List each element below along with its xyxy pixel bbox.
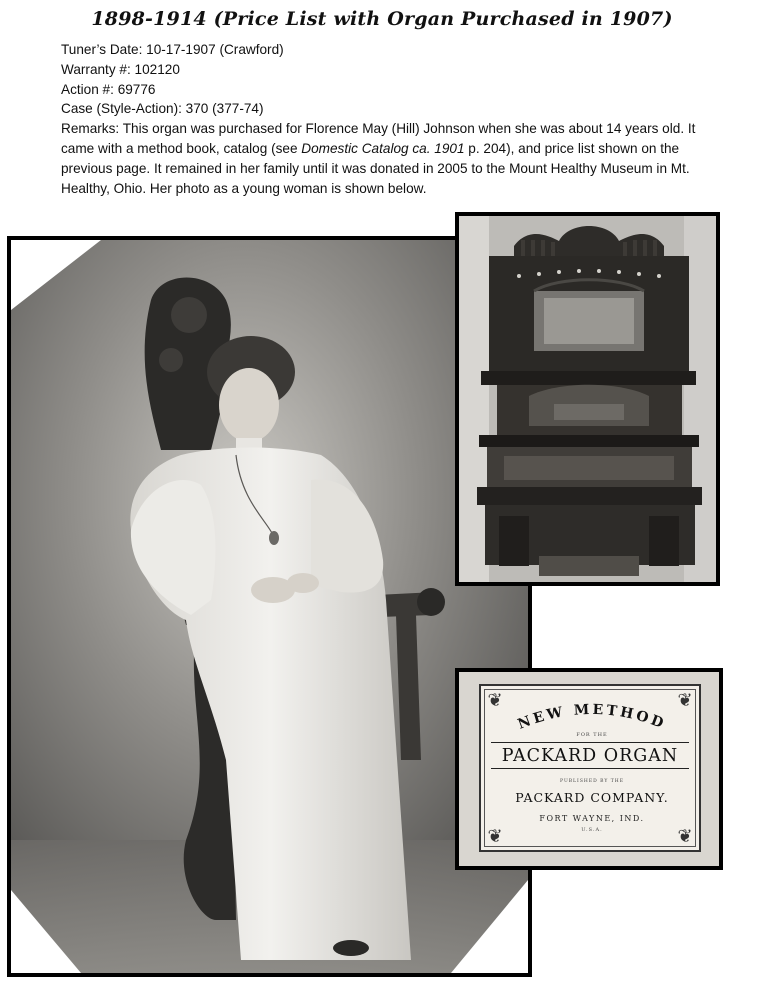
warranty-line: [61, 60, 701, 80]
cover-company: PACKARD COMPANY.: [515, 790, 669, 805]
portrait-photo: [7, 236, 532, 977]
portrait-image: [11, 240, 528, 973]
cover-country: U.S.A.: [581, 827, 603, 833]
cover-city: FORT WAYNE, IND.: [539, 814, 645, 823]
organ-photo: [455, 212, 720, 586]
action-value: 69776: [117, 81, 156, 97]
cover-main-title: PACKARD ORGAN: [491, 742, 689, 769]
case-label: Case (Style-Action):: [61, 101, 182, 117]
tuners-date-value: 10-17-1907 (Crawford): [146, 42, 284, 57]
action-label: Action #:: [61, 81, 114, 97]
method-book-cover: [455, 668, 723, 870]
ornament-top-right-icon: ❦: [677, 690, 693, 710]
case-line: [61, 99, 701, 119]
remarks-text-1: This organ was purchased for Florence May (Hill) Johnson when she was about 14 years old. It came with a method book, catalog (see: [61, 121, 696, 156]
case-value: 370 (377-74): [185, 101, 264, 117]
remarks-label: Remarks:: [61, 121, 120, 137]
cover-label-panel: [479, 684, 701, 852]
action-line: [61, 80, 701, 100]
organ-info: [61, 40, 701, 198]
remarks-text-2: p. 204), and price list shown on the previous page. It remained in her family until it was donated in 2005 to the Mount Healthy Museum in Mt. Healthy, Ohio. Her photo as a young woman is shown below.: [61, 140, 690, 196]
organ-image: [459, 216, 716, 582]
warranty-label: Warranty #:: [61, 61, 131, 77]
cover-for-the: FOR THE: [576, 732, 608, 738]
page-title: 1898-1914 (Price List with Organ Purchased in 1907): [91, 8, 673, 30]
ornament-bottom-left-icon: ❦: [487, 826, 503, 846]
ornament-bottom-right-icon: ❦: [677, 826, 693, 846]
remarks-catalog-title: Domestic Catalog ca. 1901: [301, 140, 465, 156]
tuners-date-line: [61, 40, 701, 60]
ornament-top-left-icon: ❦: [487, 690, 503, 710]
cover-heading: NEW METHOD: [515, 701, 669, 733]
warranty-value: 102120: [134, 61, 180, 77]
tuners-date-label: Tuner’s Date:: [61, 42, 143, 57]
remarks-paragraph: [61, 119, 701, 198]
cover-published-by: PUBLISHED BY THE: [560, 779, 624, 784]
